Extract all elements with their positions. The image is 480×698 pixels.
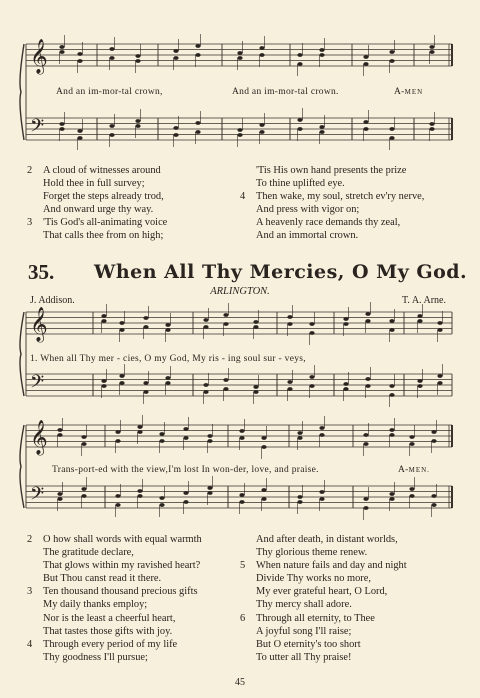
- note-head: [297, 53, 302, 57]
- note-head: [237, 51, 242, 55]
- note-head: [309, 331, 314, 335]
- note-head: [195, 130, 200, 134]
- verse-line: [27, 651, 202, 664]
- verse-number: 4: [27, 638, 33, 650]
- verse-line: [240, 651, 407, 664]
- verse-text: 'Tis His own hand presents the prize: [256, 165, 407, 176]
- note-head: [77, 136, 82, 140]
- note-head: [173, 133, 178, 137]
- note-head: [237, 128, 242, 132]
- note-head: [159, 496, 164, 500]
- note-head: [239, 429, 244, 433]
- note-head: [389, 384, 394, 388]
- note-head: [159, 432, 164, 436]
- hymn-number: 35.: [28, 260, 55, 284]
- top-amen: A-MEN: [394, 87, 424, 97]
- note-head: [437, 328, 442, 332]
- verse-line: [27, 177, 167, 190]
- note-head: [429, 45, 434, 49]
- note-head: [59, 45, 64, 49]
- note-head: [297, 500, 302, 504]
- note-head: [59, 122, 64, 126]
- note-head: [223, 313, 228, 317]
- note-head: [319, 130, 324, 134]
- note-head: [101, 319, 106, 323]
- note-head: [101, 384, 106, 388]
- note-head: [135, 124, 140, 128]
- note-head: [57, 497, 62, 501]
- note-head: [261, 436, 266, 440]
- note-head: [437, 381, 442, 385]
- note-head: [143, 381, 148, 385]
- note-head: [431, 430, 436, 434]
- verse-line: [240, 546, 407, 559]
- verse-text: Thy goodness I'll pursue;: [43, 651, 148, 663]
- note-head: [115, 430, 120, 434]
- note-head: [417, 314, 422, 318]
- note-head: [343, 382, 348, 386]
- note-head: [195, 44, 200, 48]
- note-head: [431, 439, 436, 443]
- note-head: [135, 59, 140, 63]
- verse-line: [240, 229, 424, 242]
- verse-line: [27, 559, 202, 572]
- verse-number: 3: [27, 586, 33, 598]
- verse-text: 'Tis God's all-animating voice: [43, 217, 168, 229]
- verse-text: A cloud of witnesses around: [43, 165, 161, 176]
- note-head: [237, 133, 242, 137]
- note-head: [389, 50, 394, 54]
- verse-line: [240, 177, 424, 190]
- note-head: [137, 425, 142, 429]
- note-head: [287, 322, 292, 326]
- note-head: [173, 56, 178, 60]
- verse-text: To thine uplifted eye.: [256, 178, 345, 190]
- note-head: [207, 439, 212, 443]
- note-head: [343, 387, 348, 391]
- note-head: [81, 494, 86, 498]
- note-head: [183, 436, 188, 440]
- brace: [20, 425, 24, 508]
- note-head: [135, 119, 140, 123]
- note-head: [259, 123, 264, 127]
- note-head: [431, 494, 436, 498]
- verse-line: [240, 585, 407, 598]
- note-head: [253, 390, 258, 394]
- verse-line: [240, 216, 424, 229]
- verse-line: [240, 625, 407, 638]
- verse-text: That tastes those gifts with joy.: [43, 625, 173, 637]
- verse-line: [240, 190, 424, 203]
- note-head: [195, 121, 200, 125]
- verse-text: Then wake, my soul, stretch ev'ry nerve,: [256, 191, 425, 203]
- note-head: [363, 62, 368, 66]
- note-head: [319, 497, 324, 501]
- note-head: [343, 322, 348, 326]
- note-head: [409, 494, 414, 498]
- note-head: [389, 319, 394, 323]
- note-head: [81, 442, 86, 446]
- note-head: [297, 118, 302, 122]
- note-head: [109, 56, 114, 60]
- note-head: [297, 431, 302, 435]
- note-head: [173, 49, 178, 53]
- verse-text: The gratitude declare,: [43, 547, 134, 559]
- note-head: [115, 503, 120, 507]
- note-head: [297, 436, 302, 440]
- note-head: [101, 379, 106, 383]
- verse-line: [27, 585, 202, 598]
- verse-line: [27, 533, 202, 546]
- note-head: [365, 319, 370, 323]
- verse-line: [240, 598, 407, 611]
- note-head: [319, 490, 324, 494]
- verse-line: [27, 203, 167, 216]
- note-head: [237, 56, 242, 60]
- note-head: [109, 124, 114, 128]
- note-head: [143, 390, 148, 394]
- verse-text: And an immortal crown.: [256, 230, 359, 242]
- hymn-title: When All Thy Mercies, O My God.: [94, 261, 468, 283]
- note-head: [195, 53, 200, 57]
- note-head: [287, 315, 292, 319]
- note-head: [429, 50, 434, 54]
- note-head: [297, 495, 302, 499]
- note-head: [119, 321, 124, 325]
- verse-text: Thy mercy shall adore.: [256, 599, 352, 611]
- verse-text: But Thou canst read it there.: [43, 573, 162, 585]
- verse-text: Divide Thy works no more,: [256, 573, 371, 585]
- treble-clef-icon: 𝄞: [30, 307, 48, 342]
- note-head: [319, 48, 324, 52]
- verse-number: 5: [240, 560, 246, 572]
- note-head: [389, 433, 394, 437]
- note-head: [389, 497, 394, 501]
- system2-lyrics: Trans-port-ed with the view,I'm lost In won-der, love, and praise.: [52, 465, 319, 475]
- note-head: [81, 487, 86, 491]
- note-head: [389, 59, 394, 63]
- verse-line: [240, 572, 407, 585]
- note-head: [203, 325, 208, 329]
- note-head: [137, 489, 142, 493]
- top-lyrics-right: And an im-mor-tal crown.: [232, 87, 339, 97]
- note-head: [101, 314, 106, 318]
- note-head: [261, 488, 266, 492]
- note-head: [343, 317, 348, 321]
- note-head: [261, 497, 266, 501]
- verse-line: [27, 229, 167, 242]
- note-head: [183, 500, 188, 504]
- verse-text: That glows within my ravished heart?: [43, 560, 201, 572]
- note-head: [183, 491, 188, 495]
- note-head: [417, 379, 422, 383]
- bass-clef-icon: 𝄢: [30, 484, 45, 509]
- note-head: [203, 318, 208, 322]
- verse-text: To utter all Thy praise!: [256, 651, 352, 663]
- note-head: [363, 442, 368, 446]
- note-head: [119, 381, 124, 385]
- note-head: [259, 130, 264, 134]
- bass-clef-icon: 𝄢: [30, 116, 45, 141]
- note-head: [223, 322, 228, 326]
- note-head: [319, 426, 324, 430]
- verse-line: [27, 164, 167, 177]
- verse-text: And onward urge thy way.: [43, 204, 154, 216]
- note-head: [137, 430, 142, 434]
- note-head: [165, 381, 170, 385]
- note-head: [57, 492, 62, 496]
- note-head: [287, 380, 292, 384]
- note-head: [223, 387, 228, 391]
- note-head: [429, 127, 434, 131]
- note-head: [77, 59, 82, 63]
- note-head: [239, 436, 244, 440]
- note-head: [309, 384, 314, 388]
- note-head: [57, 428, 62, 432]
- note-head: [57, 433, 62, 437]
- note-head: [207, 486, 212, 490]
- verse-text: And press with vigor on;: [256, 204, 360, 216]
- verse-text: Nor is the least a cheerful heart,: [43, 612, 176, 624]
- verse-line: [27, 598, 202, 611]
- verse-number: 6: [240, 612, 246, 624]
- verse-line: [240, 612, 407, 625]
- note-head: [207, 491, 212, 495]
- note-head: [165, 376, 170, 380]
- verses-right: [240, 533, 407, 664]
- note-head: [135, 54, 140, 58]
- note-head: [109, 47, 114, 51]
- note-head: [115, 439, 120, 443]
- note-head: [159, 439, 164, 443]
- verse-number: 2: [27, 165, 33, 176]
- note-head: [259, 46, 264, 50]
- page-number: 45: [235, 677, 245, 688]
- note-head: [203, 383, 208, 387]
- treble-clef-icon: 𝄞: [30, 420, 48, 455]
- note-head: [389, 328, 394, 332]
- verse-line: [27, 625, 202, 638]
- treble-clef-icon: 𝄞: [30, 39, 48, 74]
- tune-name: ARLINGTON.: [210, 286, 270, 297]
- note-head: [253, 320, 258, 324]
- verse-line: [27, 190, 167, 203]
- note-head: [77, 129, 82, 133]
- verse-text: A joyful song I'll raise;: [256, 625, 352, 637]
- note-head: [165, 323, 170, 327]
- verse-text: My ever grateful heart, O Lord,: [256, 586, 388, 598]
- verse-text: Forget the steps already trod,: [43, 191, 164, 203]
- note-head: [363, 127, 368, 131]
- note-head: [363, 433, 368, 437]
- note-head: [437, 321, 442, 325]
- note-head: [365, 377, 370, 381]
- verse-line: [27, 638, 202, 651]
- verse-line: [240, 638, 407, 651]
- note-head: [409, 435, 414, 439]
- prev-verses-left: [27, 164, 167, 243]
- verse-line: [240, 559, 407, 572]
- note-head: [309, 322, 314, 326]
- note-head: [239, 493, 244, 497]
- note-head: [429, 122, 434, 126]
- verse-number: 2: [27, 534, 33, 545]
- verse-line: [27, 572, 202, 585]
- note-head: [437, 374, 442, 378]
- verse-text: That calls thee from on high;: [43, 230, 164, 242]
- note-head: [431, 503, 436, 507]
- note-head: [203, 390, 208, 394]
- note-head: [409, 487, 414, 491]
- note-head: [159, 503, 164, 507]
- verse-text: But O eternity's too short: [256, 638, 361, 650]
- note-head: [409, 442, 414, 446]
- note-head: [389, 428, 394, 432]
- verses-left: [27, 533, 202, 664]
- note-head: [253, 325, 258, 329]
- brace: [20, 44, 24, 140]
- note-head: [143, 325, 148, 329]
- note-head: [389, 136, 394, 140]
- note-head: [59, 50, 64, 54]
- note-head: [173, 126, 178, 130]
- note-head: [261, 445, 266, 449]
- note-head: [363, 506, 368, 510]
- note-head: [115, 494, 120, 498]
- note-head: [389, 492, 394, 496]
- note-head: [119, 328, 124, 332]
- verse-number: 3: [27, 217, 33, 229]
- note-head: [319, 53, 324, 57]
- bass-clef-icon: 𝄢: [30, 372, 45, 397]
- brace: [20, 312, 24, 396]
- system1-lyrics: 1. When all Thy mer - cies, O my God, My ris - ing soul sur - veys,: [30, 354, 306, 364]
- note-head: [417, 319, 422, 323]
- verse-text: Through every period of my life: [43, 638, 178, 650]
- author: J. Addison.: [30, 295, 75, 306]
- verse-text: Thy glorious theme renew.: [256, 547, 368, 559]
- note-head: [137, 494, 142, 498]
- note-head: [309, 375, 314, 379]
- note-head: [287, 387, 292, 391]
- verse-text: Through all eternity, to Thee: [256, 612, 375, 624]
- note-head: [81, 435, 86, 439]
- note-head: [389, 127, 394, 131]
- verse-text: My daily thanks employ;: [43, 599, 148, 611]
- note-head: [363, 120, 368, 124]
- note-head: [319, 125, 324, 129]
- note-head: [365, 312, 370, 316]
- verse-line: [27, 216, 167, 229]
- note-head: [417, 384, 422, 388]
- top-lyrics-left: And an im-mor-tal crown,: [56, 87, 163, 97]
- verse-line: [27, 612, 202, 625]
- note-head: [77, 52, 82, 56]
- verse-line: [240, 164, 424, 177]
- note-head: [183, 427, 188, 431]
- verse-text: A heavenly race demands thy zeal,: [256, 217, 401, 229]
- verse-line: [27, 546, 202, 559]
- prev-verses-right: [240, 164, 424, 243]
- verse-text: Ten thousand thousand precious gifts: [43, 586, 198, 598]
- note-head: [239, 500, 244, 504]
- note-head: [143, 316, 148, 320]
- note-head: [363, 55, 368, 59]
- system2-amen: A-MEN.: [398, 465, 430, 475]
- note-head: [297, 127, 302, 131]
- verse-text: Hold thee in full survey;: [43, 178, 145, 190]
- verse-text: When nature fails and day and night: [256, 560, 407, 572]
- note-head: [119, 374, 124, 378]
- verse-line: [240, 533, 407, 546]
- note-head: [207, 434, 212, 438]
- verse-line: [240, 203, 424, 216]
- note-head: [389, 393, 394, 397]
- note-head: [365, 384, 370, 388]
- verse-text: O how shall words with equal warmth: [43, 534, 202, 545]
- verse-text: And after death, in distant worlds,: [256, 534, 398, 545]
- note-head: [363, 497, 368, 501]
- note-head: [223, 378, 228, 382]
- note-head: [253, 385, 258, 389]
- note-head: [109, 133, 114, 137]
- note-head: [165, 328, 170, 332]
- note-head: [319, 433, 324, 437]
- note-head: [59, 127, 64, 131]
- note-head: [297, 62, 302, 66]
- verse-number: 4: [240, 191, 246, 203]
- note-head: [259, 53, 264, 57]
- composer: T. A. Arne.: [402, 295, 446, 306]
